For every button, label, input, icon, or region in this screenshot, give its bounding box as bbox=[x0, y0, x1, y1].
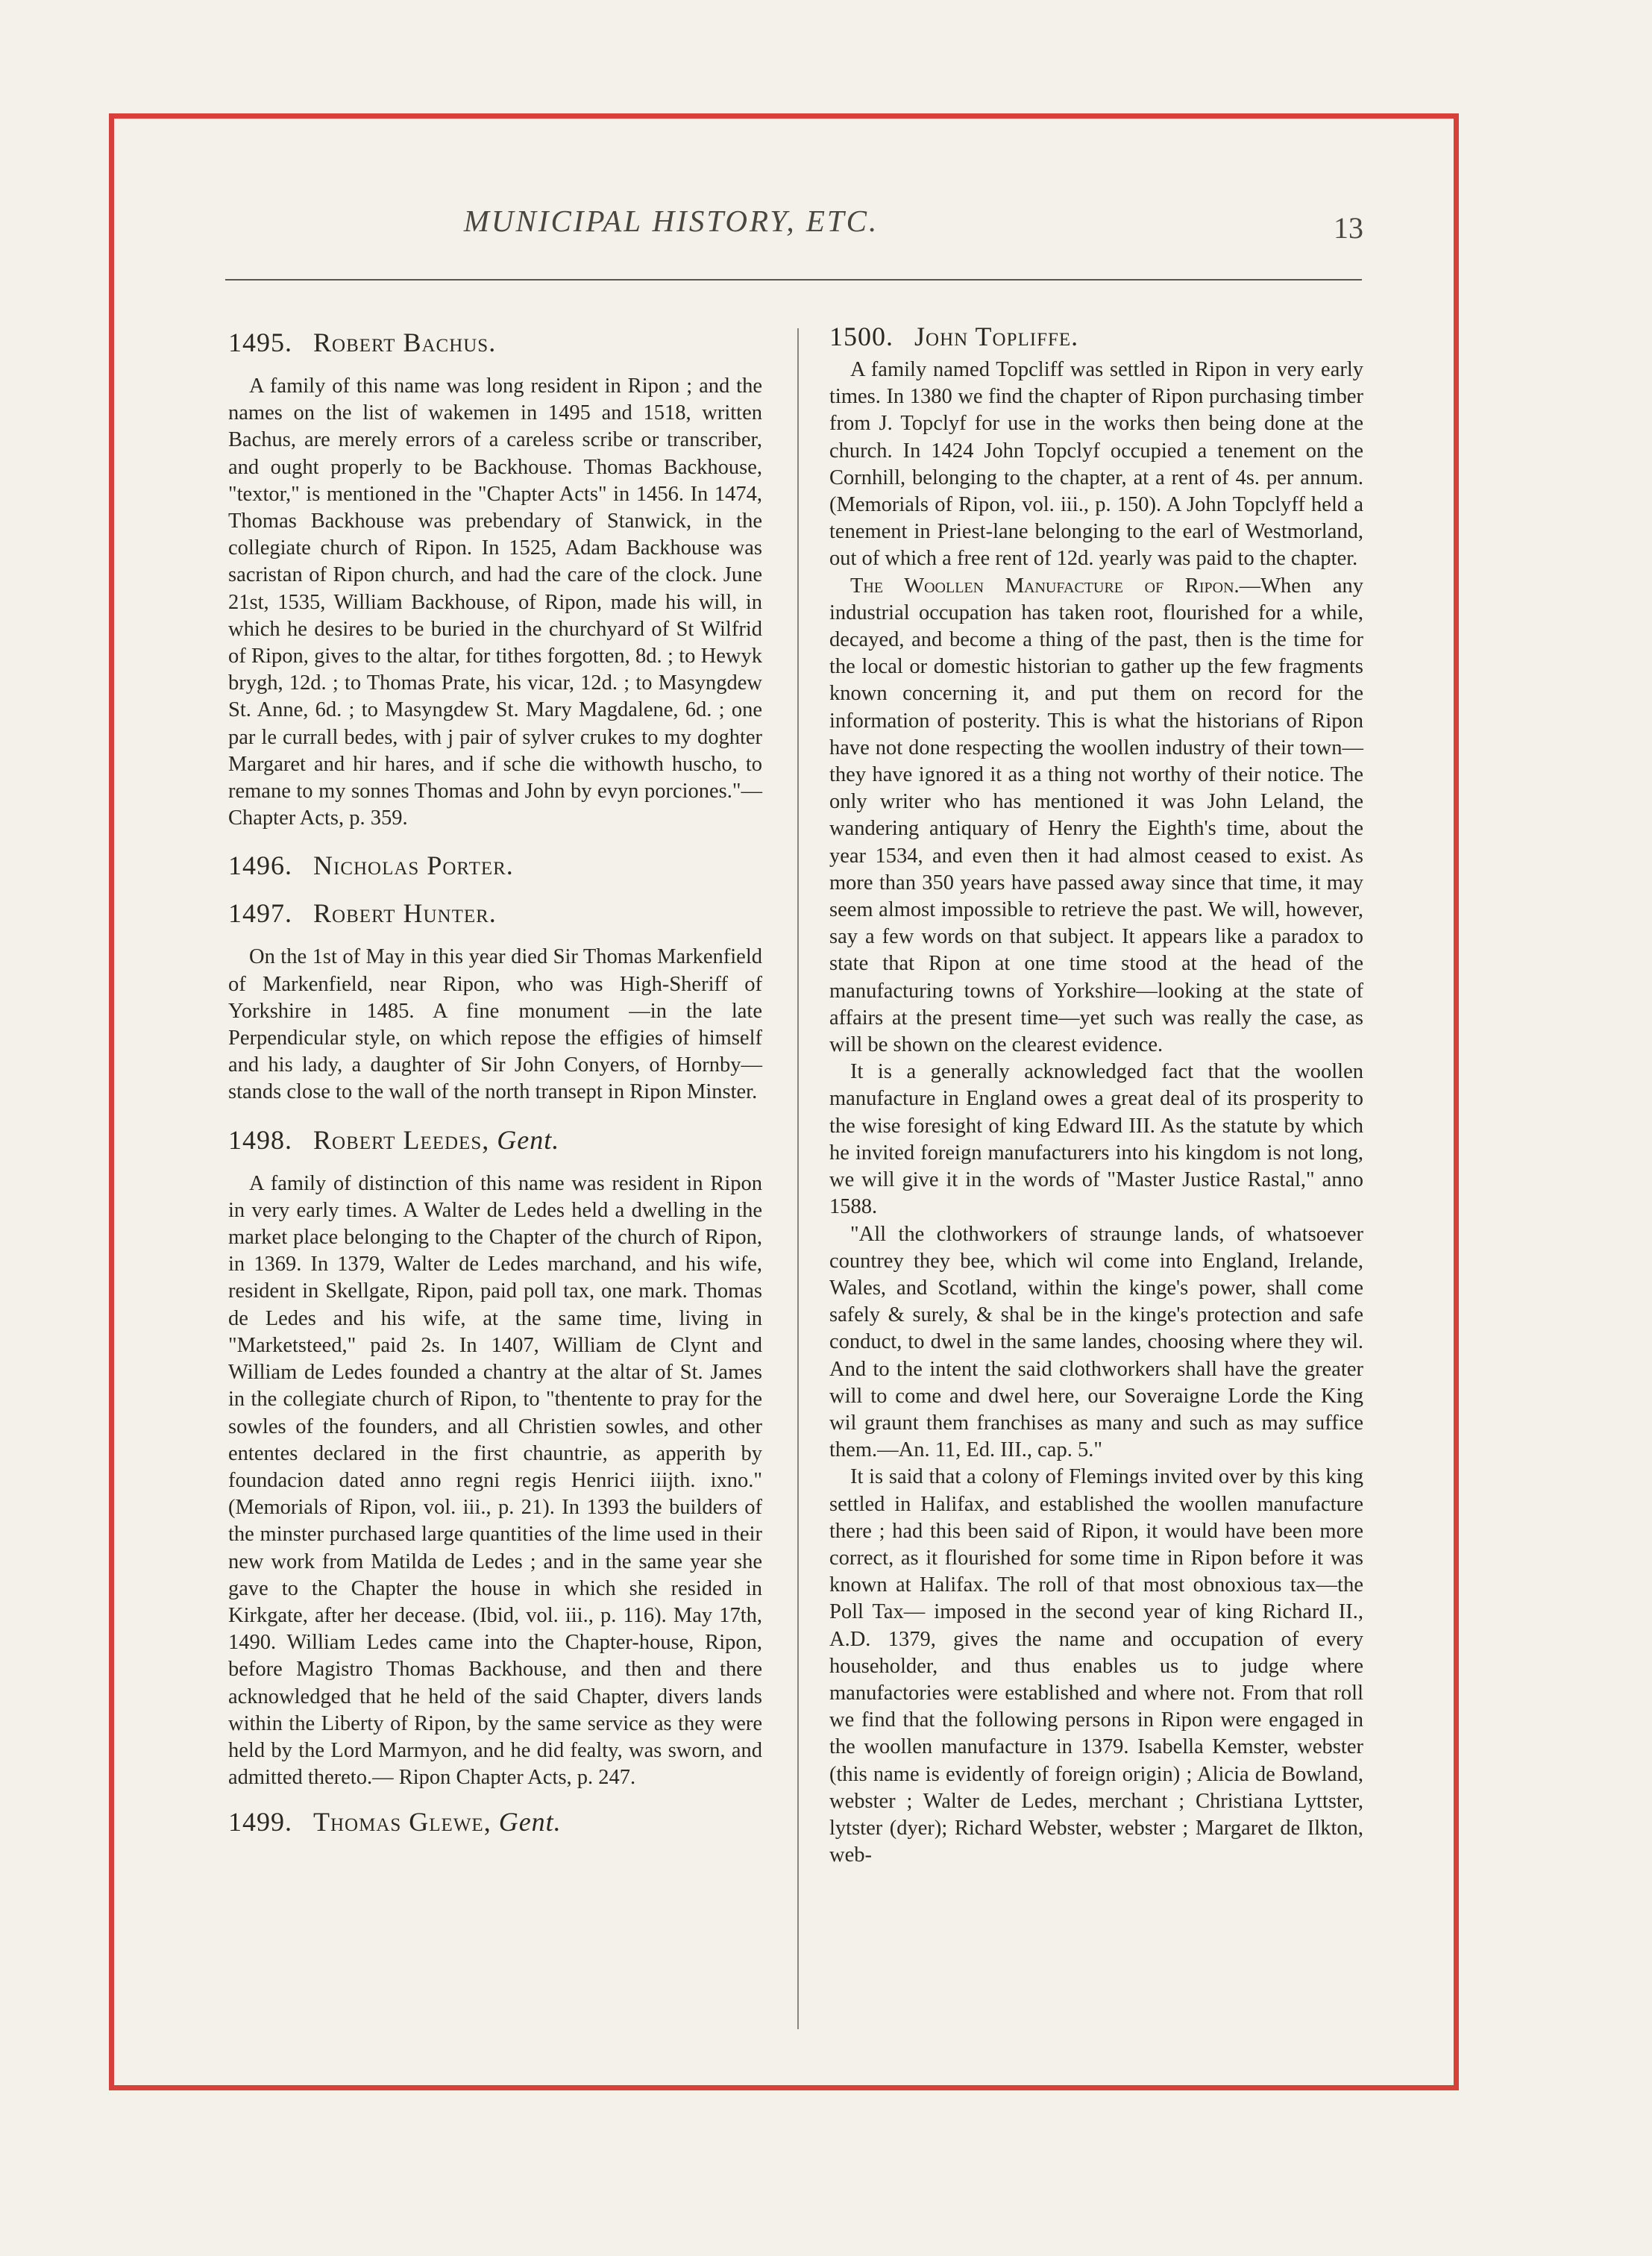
paragraph-woollen bbox=[829, 573, 1363, 1059]
paragraph-woollen-text: —When any industrial occupation has taken root, flourished for a while, decayed, and become a thing of the past, then is the time for the local or domestic historian to gather up the few fragments known concerning it, and put them on record for the information of posterity. This is what the historians of Ripon have not done respecting the woollen industry of their town—they have ignored it as a thing not worthy of their notice. The only writer who has mentioned it was John Leland, the wandering antiquary of Henry the Eighth's time, about the year 1534, and even then it had almost ceased to exist. As more than 350 years have passed away since that time, it may seem almost impossible to retrieve the past. We will, however, say a few words on that subject. It appears like a paradox to state that Ripon at one time stood at the head of the manufacturing towns of Yorkshire—looking at the state of affairs at the present time—yet such was really the case, as will be shown on the clearest evidence. bbox=[829, 574, 1363, 1057]
entry-heading-1495 bbox=[228, 325, 762, 360]
paragraph-1498: A family of distinction of this name was resident in Ripon in very early times. A Walter de Ledes held a dwelling in the market place belonging to the Chapter of the church of Ripon, in 1369. In 1379, Walter de Ledes marchand, and his wife, resident in Skellgate, Ripon, paid poll tax, one mark. Thomas de Ledes and his wife, at the same time, living in "Marketsteed," paid 2s. In 1407, William de Clynt and William de Ledes founded a chantry at the altar of St. James in the collegiate church of Ripon, to "thentente to pray for the sowles of the founders, and all Christien sowles, and other ententes declared in the first chauntrie, as apperith by foundacion dated anno regni regis Henrici iiijth. ixno." (Memorials of Ripon, vol. iii., p. 21). In 1393 the builders of the minster purchased large quantities of the lime used in their new work from Matilda de Ledes ; and in the same year she gave to the Chapter the house in which she resided in Kirkgate, after her decease. (Ibid, vol. iii., p. 116). May 17th, 1490. William Ledes came into the Chapter-house, Ripon, before Magistro Thomas Backhouse, and then and there acknowledged that he held of the said Chapter, divers lands within the Liberty of Ripon, by the same service as they were held by the Lord Marmyon, and he did fealty, was sworn, and admitted thereto.— Ripon Chapter Acts, p. 247. bbox=[228, 1171, 762, 1790]
entry-year: 1498. bbox=[228, 1124, 292, 1155]
entry-name: Robert Bachus. bbox=[313, 328, 497, 357]
left-column bbox=[228, 315, 762, 1852]
entry-name: Thomas Glewe, bbox=[313, 1807, 491, 1837]
entry-year: 1496. bbox=[228, 850, 292, 881]
entry-heading-1496 bbox=[228, 848, 762, 883]
section-heading-woollen: The Woollen Manufacture of Ripon. bbox=[850, 574, 1240, 598]
right-column bbox=[829, 315, 1363, 1869]
paragraph-1495: A family of this name was long resident in Ripon ; and the names on the list of wakemen in 1495 and 1518, written Bachus, are merely errors of a careless scribe or transcriber, and ought properly to be Backhouse. Thomas Backhouse, "textor," is mentioned in the "Chapter Acts" in 1456. In 1474, Thomas Backhouse was prebendary of Stanwick, in the collegiate church of Ripon. In 1525, Adam Backhouse was sacristan of Ripon church, and had the care of the clock. June 21st, 1535, William Backhouse, of Ripon, made his will, in which he desires to be buried in the churchyard of St Wilfrid of Ripon, gives to the altar, for tithes forgotten, 8d. ; to Hewyk brygh, 12d. ; to Thomas Prate, his vicar, 12d. ; to Masyngdew St. Anne, 6d. ; to Masyngdew St. Mary Magdalene, 6d. ; one par le currall bedes, with j pair of sylver crukes to my doghter Margaret and hir hares, and if sche die withowth huscho, to remane to my sonnes Thomas and John by evyn porciones."—Chapter Acts, p. 359. bbox=[228, 375, 762, 830]
paragraph-1500: A family named Topcliff was settled in Ripon in very early times. In 1380 we find the chapter of Ripon purchasing timber from J. Topclyf for use in the works then being done at the church. In 1424 John Topclyf occupied a tenement on the Cornhill, belonging to the chapter, at a rent of 4s. per annum. (Memorials of Ripon, vol. iii., p. 150). A John Topclyff held a tenement in Priest-lane belonging to the earl of Westmorland, out of which a free rent of 12d. yearly was paid to the chapter. bbox=[829, 358, 1363, 571]
entry-title-gent: Gent. bbox=[497, 1124, 560, 1155]
entry-heading-1500 bbox=[829, 319, 1363, 354]
entry-name: Robert Hunter. bbox=[313, 898, 497, 929]
paragraph-statute-quote: "All the clothworkers of straunge lands, of whatsoever countrey they bee, which wil come into England, Irelande, Wales, and Scotland, within the kinge's power, shall come safely & surely, & shal be in the kinge's protection and safe conduct, to dwel in the same landes, choosing where they wil. And to the intent the said clothworkers shall have the greater will to come and dwel here, our Soveraigne Lorde the King wil graunt them franchises as many and such as may suffice them.—An. 11, Ed. III., cap. 5." bbox=[829, 1222, 1363, 1462]
entry-year: 1500. bbox=[829, 322, 893, 351]
entry-heading-1497 bbox=[228, 896, 762, 930]
column-divider bbox=[797, 328, 799, 2029]
header-rule bbox=[225, 279, 1362, 281]
running-head: MUNICIPAL HISTORY, ETC. bbox=[463, 204, 879, 238]
entry-year: 1499. bbox=[228, 1807, 292, 1837]
entry-year: 1495. bbox=[228, 328, 292, 357]
page-number: 13 bbox=[1334, 211, 1363, 245]
paragraph-1497: On the 1st of May in this year died Sir Thomas Markenfield of Markenfield, near Ripon, who was High-Sheriff of Yorkshire in 1485. A fine monument —in the late Perpendicular style, on which repose the effigies of himself and his lady, a daughter of Sir John Conyers, of Hornby—stands close to the wall of the north transept in Ripon Minster. bbox=[228, 945, 762, 1104]
paragraph-acknowledged: It is a generally acknowledged fact that the woollen manufacture in England owes a great deal of its prosperity to the wise foresight of king Edward III. As the statute by which he invited foreign manufacturers into his kingdom is not long, we will give it in the words of "Master Justice Rastal," anno 1588. bbox=[829, 1060, 1363, 1219]
entry-heading-1499 bbox=[228, 1805, 762, 1839]
entry-year: 1497. bbox=[228, 898, 292, 929]
entry-name: Nicholas Porter. bbox=[313, 850, 514, 881]
entry-title-gent: Gent. bbox=[498, 1807, 562, 1837]
entry-name: John Topliffe. bbox=[914, 322, 1079, 351]
entry-heading-1498 bbox=[228, 1123, 762, 1157]
entry-name: Robert Leedes, bbox=[313, 1124, 490, 1155]
paragraph-flemings: It is said that a colony of Flemings invited over by this king settled in Halifax, and established the woollen manufacture there ; had this been said of Ripon, it would have been more correct, as it flourished for some time in Ripon before it was known at Halifax. The roll of that most obnoxious tax—the Poll Tax— imposed in the second year of king Richard II., A.D. 1379, gives the name and occupation of every householder, and thus enables us to judge where manufactories were established and where not. From that roll we find that the following persons in Ripon were engaged in the woollen manufacture in 1379. Isabella Kemster, webster (this name is evidently of foreign origin) ; Alicia de Bowland, webster ; Walter de Ledes, merchant ; Christiana Lyttster, lytster (dyer); Richard Webster, webster ; Margaret de Ilkton, web- bbox=[829, 1465, 1363, 1867]
